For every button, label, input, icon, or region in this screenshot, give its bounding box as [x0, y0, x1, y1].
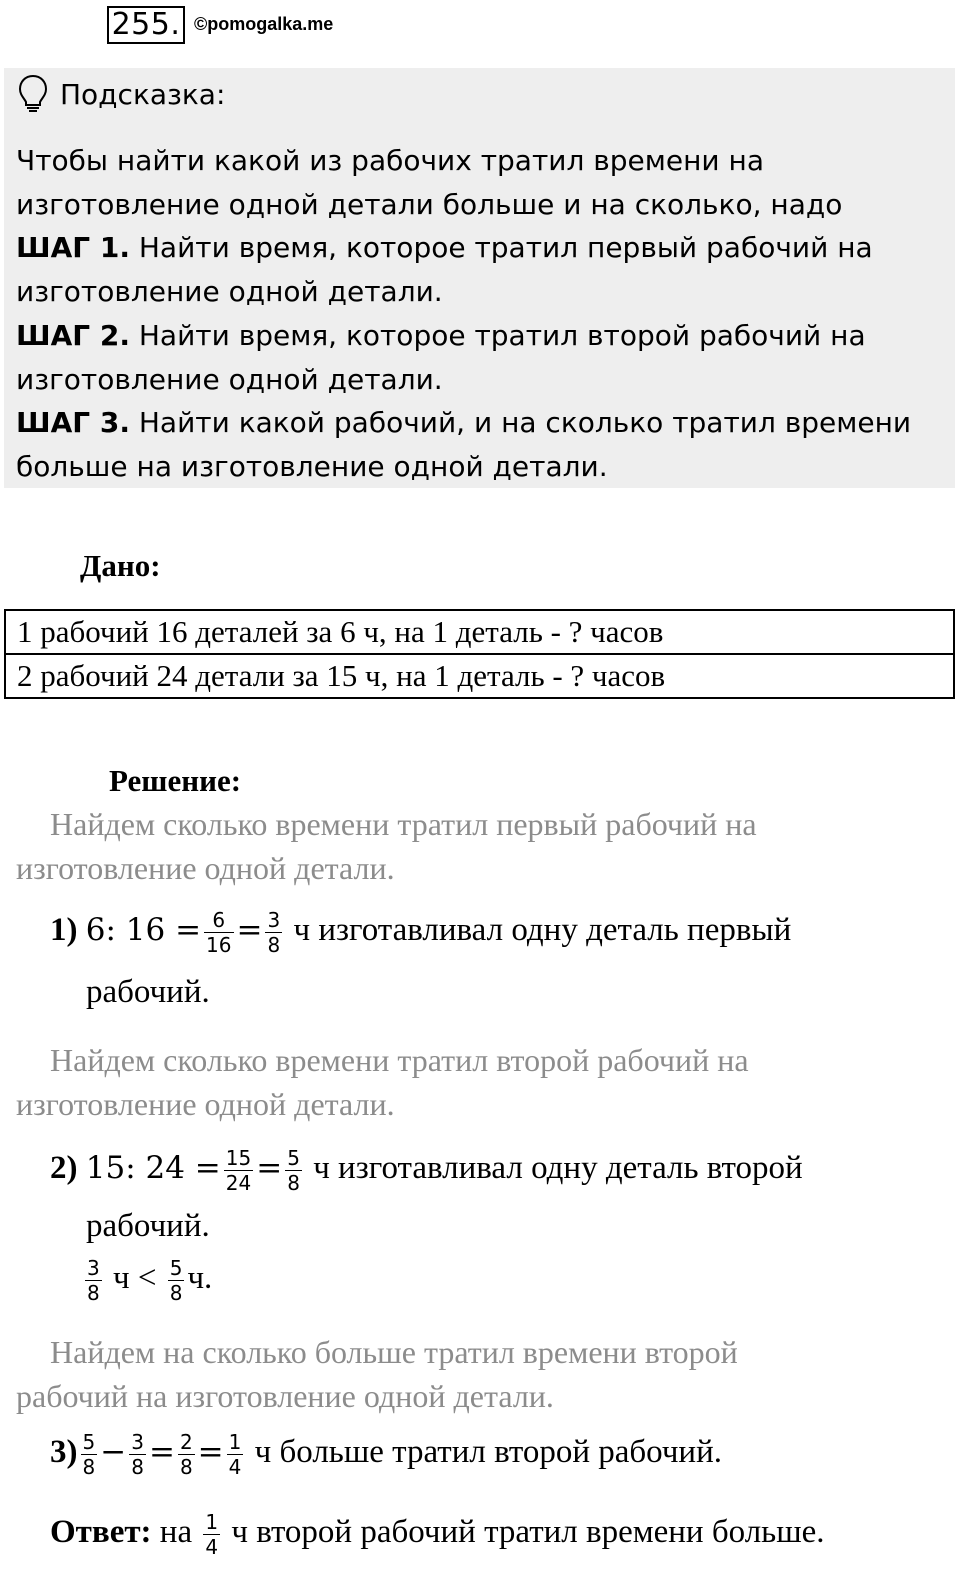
comparison-end: ч.: [187, 1260, 213, 1297]
fraction: $\frac{1}{4}$: [228, 1430, 242, 1479]
explain-1-line-1: Найдем сколько времени тратил первый рабочий на: [50, 806, 757, 842]
fraction: $\frac{2}{8}$: [179, 1430, 193, 1479]
equals-sign: =: [148, 1434, 175, 1471]
step-1: [50, 908, 791, 957]
step-label: ШАГ 2.: [16, 318, 130, 352]
step-1-label: 1): [50, 912, 78, 949]
fraction: $\frac{3}{8}$: [267, 908, 281, 957]
step-2-label: 2): [50, 1150, 78, 1187]
answer: [50, 1510, 825, 1559]
step-3-text: ч больше тратил второй рабочий.: [254, 1434, 722, 1471]
step-1-text-cont: рабочий.: [86, 974, 210, 1010]
explain-2-line-2: изготовление одной детали.: [16, 1086, 395, 1122]
step-1-expr: 6: 16 =: [85, 912, 202, 949]
hint-title: Подсказка:: [60, 78, 226, 111]
given-title: Дано:: [80, 548, 161, 583]
site-watermark: ©pomogalka.me: [194, 14, 334, 34]
solution-title: Решение:: [109, 763, 242, 798]
step-3: [50, 1430, 722, 1479]
minus-sign: −: [100, 1434, 127, 1471]
step-text: Найти время, которое тратил первый рабочий на изготовление одной детали.: [16, 231, 873, 309]
hint-step-3: [16, 401, 951, 488]
fraction: $\frac{5}{8}$: [82, 1430, 96, 1479]
step-1-text: ч изготавливал одну деталь первый: [293, 912, 792, 949]
step-2: [50, 1146, 803, 1195]
explain-3-line-1: Найдем на сколько больше тратил времени второй: [50, 1334, 738, 1370]
explain-1-line-2: изготовление одной детали.: [16, 850, 395, 886]
equals-sign: =: [256, 1150, 283, 1187]
hint-text: [16, 139, 951, 489]
hint-step-1: [16, 226, 951, 313]
explain-2-line-1: Найдем сколько времени тратил второй рабочий на: [50, 1042, 749, 1078]
step-label: ШАГ 3.: [16, 406, 130, 440]
fraction: $\frac{15}{24}$: [225, 1146, 252, 1195]
comparison: [82, 1256, 212, 1305]
equals-sign: =: [236, 912, 263, 949]
given-row-1: 1 рабочий 16 деталей за 6 ч, на 1 деталь - ? часов: [17, 614, 664, 649]
fraction: $\frac{5}{8}$: [169, 1256, 183, 1305]
step-label: ШАГ 1.: [16, 231, 130, 265]
step-text: Найти какой рабочий, и на сколько тратил времени больше на изготовление одной детали.: [16, 406, 912, 483]
fraction: $\frac{3}{8}$: [131, 1430, 144, 1479]
hint-intro: Чтобы найти какой из рабочих тратил времени на изготовление одной детали больше и на сколько, надо: [16, 144, 843, 221]
answer-pre: на: [159, 1514, 193, 1551]
hint-step-2: [16, 314, 951, 401]
step-2-expr: 15: 24 =: [85, 1150, 221, 1187]
fraction: $\frac{1}{4}$: [205, 1510, 219, 1559]
problem-number: 255.: [107, 6, 185, 44]
lightbulb-icon: [18, 74, 48, 114]
given-row-2: 2 рабочий 24 детали за 15 ч, на 1 деталь - ? часов: [6, 653, 953, 697]
answer-label: Ответ:: [50, 1514, 152, 1551]
fraction: $\frac{6}{16}$: [206, 908, 232, 957]
step-text: Найти время, которое тратил второй рабочий на изготовление одной детали.: [16, 318, 866, 396]
equals-sign: =: [197, 1434, 224, 1471]
explain-3-line-2: рабочий на изготовление одной детали.: [16, 1378, 554, 1414]
fraction: $\frac{3}{8}$: [87, 1256, 100, 1305]
given-table: [4, 609, 955, 699]
comparison-mid: ч <: [112, 1260, 157, 1297]
step-2-text: ч изготавливал одну деталь второй: [313, 1150, 803, 1187]
answer-text: ч второй рабочий тратил времени больше.: [231, 1514, 825, 1551]
step-2-text-cont: рабочий.: [86, 1208, 210, 1244]
step-3-label: 3): [50, 1434, 78, 1471]
fraction: $\frac{5}{8}$: [287, 1146, 300, 1195]
